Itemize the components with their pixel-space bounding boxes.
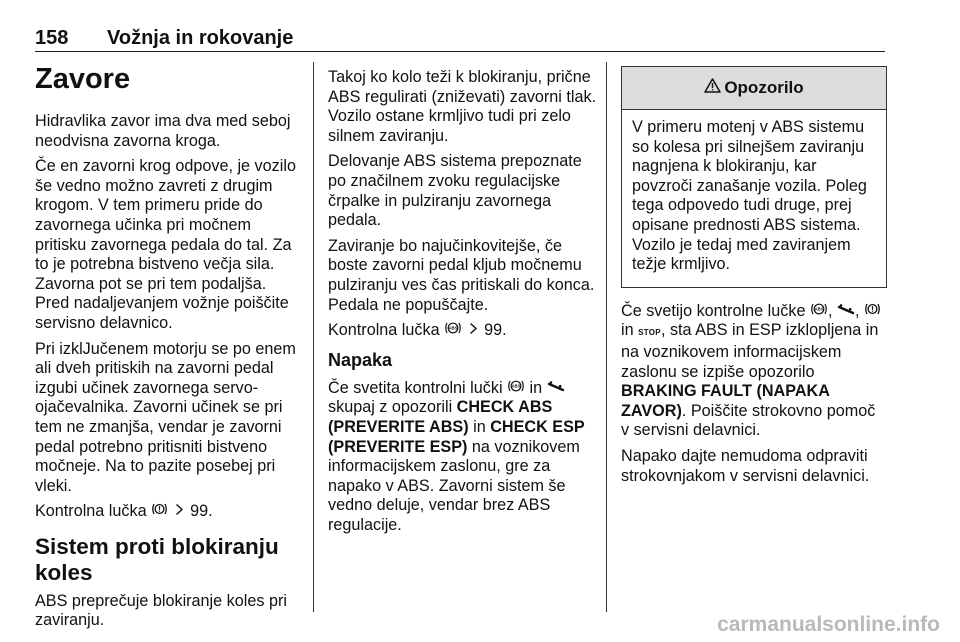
subsection-title-fault: Napaka (328, 349, 393, 370)
warning-text: V primeru motenj v ABS sistemu so kolesa pri silnejšem zaviranju nagnjena k blokiranju, kar povzroči zanašanje vozila. Poleg tega odpovedo tudi druge, prej opisane prednosti ABS sistema. Vozilo je tedaj med zaviranjem težje krmljivo. (632, 118, 867, 274)
page-reference-arrow-icon[interactable] (175, 502, 184, 522)
page-reference[interactable]: 99. (190, 502, 213, 521)
warning-header (622, 67, 886, 110)
warning-title: Opozorilo (724, 78, 804, 98)
page-reference[interactable]: 99. (484, 321, 507, 340)
warning-triangle-icon (704, 78, 721, 98)
esp-car-skid-icon (547, 379, 565, 399)
page-number: 158 (35, 27, 69, 49)
esp-car-skid-icon (837, 302, 855, 322)
paragraph: ABS preprečuje blokiranje koles pri zaviranju. (35, 591, 287, 630)
brake-warning-icon (864, 302, 881, 322)
svg-text:ABS: ABS (448, 325, 458, 331)
paragraph-fault: Če svetita kontrolni lučki ABS in skupaj z opozorili CHECK ABS (PREVERITE ABS) in CHECK ESP (PREVERITE ESP) na voznikovem informacijskem zaslonu, gre za napako v ABS. Zavorni sistem še vedno deluje, vendar brez ABS regulacije. (328, 378, 585, 534)
paragraph: Hidravlika zavor ima dva med seboj neodvisna zavorna kroga. (35, 112, 291, 150)
svg-text:ABS: ABS (511, 383, 521, 389)
warning-box (621, 66, 887, 288)
column-2 (328, 68, 598, 541)
abs-icon (444, 321, 462, 341)
section-title-abs: Sistem proti blokiranju koles (35, 533, 279, 585)
column-3 (621, 66, 887, 492)
indicator-reference: Kontrolna lučka 99. (35, 502, 213, 521)
svg-text:ABS: ABS (814, 306, 824, 312)
paragraph-braking-fault: Če svetijo kontrolne lučke ABS , , in STOP, sta ABS in ESP izklopljena in na voznikovem informacijskem zaslonu se izpiše opozorilo BRAKING FAULT (NAPAKA ZAVOR). Poiščite strokovno pomoč v servisni delavnici. (621, 302, 887, 441)
page-header (35, 27, 885, 52)
indicator-reference: Kontrolna lučka ABS 99. (328, 321, 507, 340)
brake-warning-icon (151, 502, 168, 522)
paragraph: Če en zavorni krog odpove, je vozilo še vedno možno zavreti z drugim krogom. V tem primeru pride do zavornega učinka pri močnem pritisku zavornega pedala do tal. Za to je potrebna bistveno večja sila. Zavorna pot se pri tem podaljša. Pred nadaljevanjem vožnje poiščite servisno delavnico. (35, 157, 296, 332)
paragraph: Pri izklJučenem motorju se po enem ali dveh pritiskih na zavorni pedal izgubi učinek zavornega servo-ojačevalnika. Zavorni učinek se pri tem ne zmanjša, vendar je zavorni pedal potrebno pritisniti bistveno močneje. Na to pazite posebej pri vleki. (35, 339, 296, 495)
running-title: Vožnja in rokovanje (107, 27, 294, 49)
watermark: carmanualsonline.info (717, 613, 940, 636)
section-title-brakes: Zavore (35, 63, 131, 95)
paragraph: Takoj ko kolo teži k blokiranju, prične ABS regulirati (zniževati) zavorni tlak. Vozilo ostane krmljivo tudi pri zelo silnem zaviranju. (328, 68, 597, 145)
stop-indicator-label: STOP (638, 328, 661, 338)
paragraph: Napako dajte nemudoma odpraviti strokovnjakom v servisni delavnici. (621, 446, 870, 485)
paragraph: Zaviranje bo najučinkovitejše, če boste zavorni pedal kljub močnemu pulziranju ves čas pritiskali do konca. Pedala ne popuščajte. (328, 236, 595, 314)
page-reference-arrow-icon[interactable] (469, 321, 478, 341)
column-divider-2 (606, 62, 607, 612)
abs-icon (507, 379, 525, 399)
paragraph: Delovanje ABS sistema prepoznate po značilnem zvoku regulacijske črpalke in pulziranju zavornega pedala. (328, 152, 582, 230)
abs-icon (810, 302, 828, 322)
column-1 (35, 62, 301, 637)
column-divider-1 (313, 62, 314, 612)
